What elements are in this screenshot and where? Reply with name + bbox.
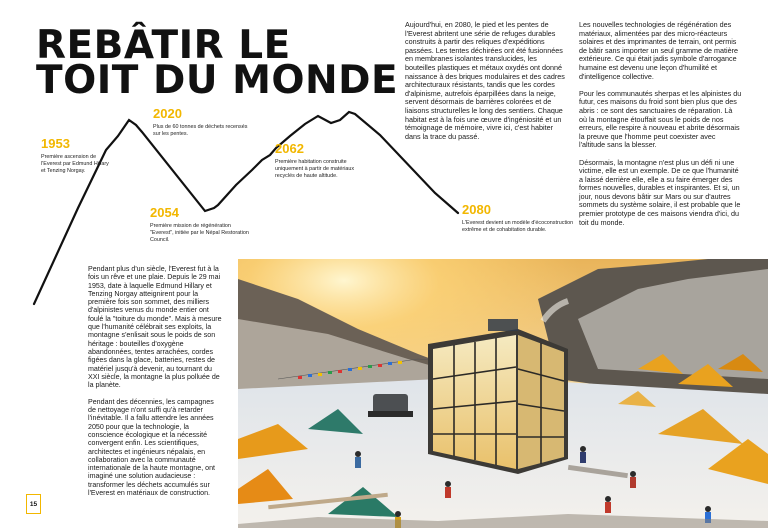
paragraph: Pendant des décennies, les campagnes de nettoyage n'ont suffi qu'à retarder l'inévitable. Il a fallu attendre les années 2050 pour que la technologie, la conscience écologique et la nécessité convergent enfin. Les scientifiques, architectes et ingénieurs népalais, en collaboration avec la communauté internationale de la haute montagne, ont imaginé une solution audacieuse : transformer les déchets accumulés sur l'Everest en matériaux de construction. — [88, 397, 215, 498]
timeline-milestone — [153, 107, 253, 138]
paragraph: Aujourd'hui, en 2080, le pied et les pentes de l'Everest abritent une série de refuges durables construits à partir des reliques d'expéditions passées. Les tentes déchirées ont été fusionnées en membranes isolantes translucides, les bouteilles plastiques et métaux oxydés ont donné naissance à des briques modulaires et des cadres architecturaux résistants, tandis que les cordes d'alpinisme, autrefois éparpillées dans la neige, servent désormais de barrières colorées et de liaisons structurelles le long des sentiers. Chaque habitat est à la fois une œuvre d'ingéniosité et un témoignage de mémoire, vivre ici, c'est habiter dans la trace du passé. — [405, 20, 565, 141]
title-line-1: REBÂTIR LE — [36, 23, 291, 68]
title-line-2: TOIT DU MONDE — [36, 58, 399, 103]
milestone-text: Première ascension de l'Everest par Edmund Hillary et Tenzing Norgay. — [41, 154, 109, 174]
photo-illustration — [238, 259, 768, 528]
paragraph: Pour les communautés sherpas et les alpinistes du futur, ces maisons du froid sont bien plus que des abris : ce sont des sanctuaires de réparation. Là où la montagne étouffait sous le poids de nos erreurs, elle respire à nouveau et abrite désormais la preuve que l'homme peut coexister avec l'altitude sans la blesser. — [579, 88, 742, 150]
paragraph: Pendant plus d'un siècle, l'Everest fut à la fois un rêve et une plaie. Depuis le 29 mai 1953, date à laquelle Edmund Hillary et Tenzing Norgay atteignirent pour la première fois son sommet, des milliers d'alpinistes venus du monde entier ont foulé la "toiture du monde". Mais à mesure que l'humanité célébrait ses exploits, la montagne s'enlisait sous le poids de son héritage : bouteilles d'oxygène abandonnées, tentes arrachées, cordes figées dans la glace, batteries, restes de matériel jusqu'à devenir, au tournant du XXI siècle, la montagne la plus polluée de la planète. — [88, 265, 222, 390]
milestone-year: 2020 — [153, 106, 182, 121]
timeline-milestone — [462, 203, 577, 234]
milestone-text: Première mission de régénération "Everest", initiée par le Népal Restoration Council. — [150, 223, 249, 243]
paragraph: Les nouvelles technologies de régénération des matériaux, alimentées par des micro-réacteurs solaires et des imprimantes de terrain, ont permis de bâtir sans importer un seul gramme de matière extérieure. Ce qui était jadis symbole d'arrogance humaine est devenu une leçon d'humilité et d'intelligence collective. — [579, 20, 738, 81]
milestone-text: L'Everest devient un modèle d'écoconstruction extrême et de cohabitation durable. — [462, 220, 574, 233]
timeline-milestone — [150, 206, 250, 244]
article-column-middle — [405, 21, 569, 150]
milestone-year: 2080 — [462, 202, 491, 217]
milestone-year: 1953 — [41, 136, 70, 151]
everest-refuge-photo — [238, 259, 768, 528]
milestone-year: 2062 — [275, 141, 304, 156]
milestone-text: Première habitation construite uniquement à partir de matériaux recyclés de haute altitude. — [275, 159, 355, 179]
timeline-milestone — [275, 142, 375, 180]
article-column-right — [579, 21, 742, 236]
milestone-year: 2054 — [150, 205, 179, 220]
page-number: 15 — [26, 494, 41, 514]
paragraph: Désormais, la montagne n'est plus un défi ni une victime, elle est un exemple. De ce que l'humanité a laissé derrière elle, elle a su faire émerger des formes nouvelles, durables et inspirantes. Et si, un jour, nous devons bâtir sur Mars ou sur d'autres sommets du système solaire, il est probable que le premier prototype de ces maisons viendra d'ici, du toit du monde. — [579, 157, 741, 227]
timeline-milestone — [41, 137, 111, 175]
article-title — [36, 23, 399, 103]
article-column-left — [88, 265, 222, 506]
snow-vehicle — [368, 394, 413, 417]
milestone-text: Plus de 60 tonnes de déchets recensés sur les pentes. — [153, 124, 248, 137]
